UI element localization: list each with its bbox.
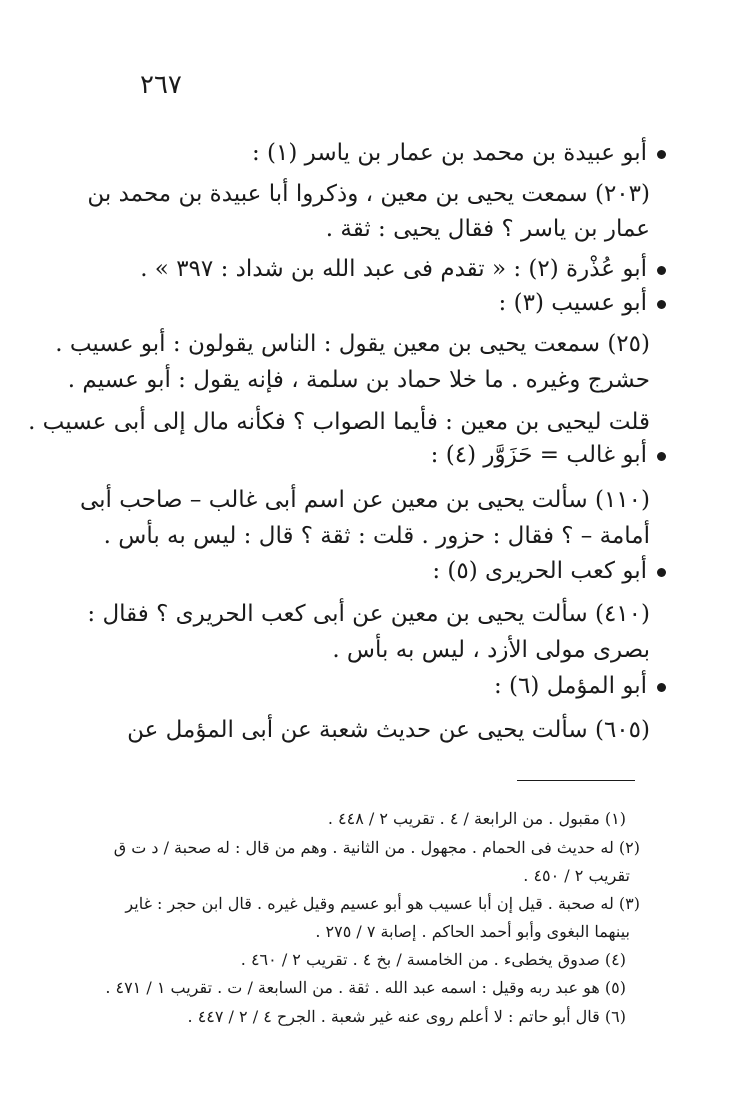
heading-abu-udhra: أبو عُذْرة (٢) : « تقدم فى عبد الله بن شداد : ٣٩٧ » . [140,256,666,282]
footnote: (٣) له صحبة . قيل إن أبا عسيب هو أبو عسيم وقيل غيره . قال ابن حجر : غاير [125,894,640,913]
footnote: (٦) قال أبو حاتم : لا أعلم روى عنه غير شعبة . الجرح ٤ / ٢ / ٤٤٧ . [187,1007,626,1026]
body-line: (٦٠٥) سألت يحيى عن حديث شعبة عن أبى المؤمل عن [127,717,650,743]
bullet-icon [657,568,666,577]
bullet-icon [657,150,666,159]
body-line: قلت ليحيى بن معين : فأيما الصواب ؟ فكأنه مال إلى أبى عسيب . [28,409,650,435]
footnote: (١) مقبول . من الرابعة / ٤ . تقريب ٢ / ٤٤٨ . [327,809,626,828]
page-number: ٢٦٧ [140,70,182,100]
body-line: (٤١٠) سألت يحيى بن معين عن أبى كعب الحريرى ؟ فقال : [87,601,650,627]
heading-abu-asib: أبو عسيب (٣) : [499,290,666,316]
bullet-icon [657,300,666,309]
body-line: أمامة – ؟ فقال : حزور . قلت : ثقة ؟ قال : ليس به بأس . [103,523,650,549]
heading-abu-kab: أبو كعب الحريرى (٥) : [432,558,666,584]
footnote: (٢) له حديث فى الحمام . مجهول . من الثانية . وهم من قال : له صحبة / د ت ق [113,838,640,857]
footnote: تقريب ٢ / ٤٥٠ . [523,866,630,885]
footnote-divider [517,780,635,781]
footnote: (٤) صدوق يخطىء . من الخامسة / بخ ٤ . تقريب ٢ / ٤٦٠ . [240,950,626,969]
heading-abu-ghalib: أبو غالب = حَزَوَّر (٤) : [431,442,666,468]
heading-abu-ubayda: أبو عبيدة بن محمد بن عمار بن ياسر (١) : [252,140,666,166]
body-line: حشرج وغيره . ما خلا حماد بن سلمة ، فإنه يقول : أبو عسيم . [67,367,650,393]
body-line: (١١٠) سألت يحيى بن معين عن اسم أبى غالب – صاحب أبى [79,487,650,513]
bullet-icon [657,683,666,692]
footnote: بينهما البغوى وأبو أحمد الحاكم . إصابة ٧ / ٢٧٥ . [315,922,630,941]
heading-abu-muammal: أبو المؤمل (٦) : [494,673,666,699]
body-line: (٢٠٣) سمعت يحيى بن معين ، وذكروا أبا عبيدة بن محمد بن [87,181,650,207]
bullet-icon [657,452,666,461]
body-line: (٢٥) سمعت يحيى بن معين يقول : الناس يقولون : أبو عسيب . [55,331,650,357]
body-line: عمار بن ياسر ؟ فقال يحيى : ثقة . [325,216,650,242]
bullet-icon [657,266,666,275]
footnote: (٥) هو عبد ربه وقيل : اسمه عبد الله . ثقة . من السابعة / ت . تقريب ١ / ٤٧١ . [105,978,626,997]
body-line: بصرى مولى الأزد ، ليس به بأس . [332,637,650,663]
